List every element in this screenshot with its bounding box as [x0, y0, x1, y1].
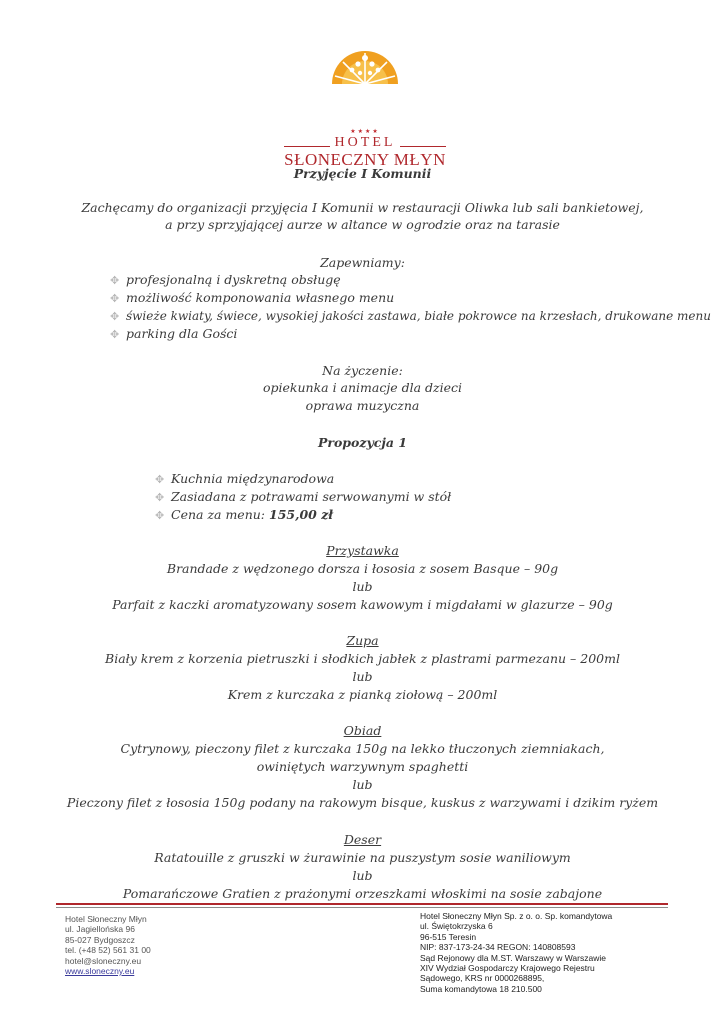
footer-company-line: ul. Świętokrzyska 6: [420, 921, 493, 932]
fleur-bullet-icon: ✥: [155, 491, 165, 504]
starter-heading: Przystawka: [326, 543, 399, 558]
main-or: lub: [352, 777, 373, 792]
hotel-logo: [270, 44, 460, 169]
soup-option-1: Biały krem z korzenia pietruszki i słodkich jabłek z plastrami parmezanu – 200ml: [105, 651, 620, 666]
soup-option-2: Krem z kurczaka z pianką ziołową – 200ml: [227, 687, 498, 702]
footer-street: ul. Jagiellońska 96: [65, 924, 135, 935]
soup-heading: Zupa: [346, 633, 379, 648]
intro-line-2: a przy sprzyjającej aurze w altance w ogrodzie oraz na tarasie: [165, 217, 560, 232]
dessert-heading: Deser: [343, 832, 382, 847]
fleur-bullet-icon: ✥: [110, 292, 120, 305]
footer-company-line: 96-515 Teresin: [420, 931, 477, 942]
provide-item: ✥ profesjonalną i dyskretną obsługę: [110, 272, 341, 287]
starter-option-2: Parfait z kaczki aromatyzowany sosem kawowym i migdałami w glazurze – 90g: [112, 597, 613, 612]
page-title: Przyjęcie I Komunii: [293, 166, 432, 181]
fleur-bullet-icon: ✥: [155, 473, 165, 486]
fleur-bullet-icon: ✥: [110, 274, 120, 287]
main-option-2: Pieczony filet z łososia 150g podany na rakowym bisque, kuskus z warzywami i dzikim ryżem: [66, 795, 659, 810]
footer-company-line: NIP: 837-173-24-34 REGON: 140808593: [420, 942, 576, 953]
proposal-item: ✥ Zasiadana z potrawami serwowanymi w stół: [155, 489, 452, 504]
footer-website-link[interactable]: www.sloneczny.eu: [65, 966, 135, 977]
dessert-option-2: Pomarańczowe Gratien z prażonymi orzeszkami włoskimi na sosie zabajone: [122, 886, 603, 901]
footer-company-line: Hotel Słoneczny Młyn Sp. z o. o. Sp. komandytowa: [420, 911, 613, 921]
footer-company-line: XIV Wydział Gospodarczy Krajowego Rejestru: [420, 963, 595, 974]
fleur-bullet-icon: ✥: [155, 509, 165, 522]
footer-company-line: Suma komandytowa 18 210.500: [420, 983, 542, 994]
sun-mill-logo-icon: [330, 44, 400, 84]
soup-or: lub: [352, 669, 373, 684]
footer-company-line: Sądowego, KRS nr 0000268895,: [420, 973, 545, 984]
dessert-or: lub: [352, 868, 373, 883]
proposal-heading: Propozycja 1: [317, 435, 408, 450]
hotel-stars: ★★★★: [350, 128, 380, 135]
footer-divider-red: [56, 903, 668, 905]
proposal-item: ✥ Kuchnia międzynarodowa: [155, 471, 335, 486]
logo-hotel-text: HOTEL: [334, 135, 396, 150]
provide-item: ✥ parking dla Gości: [110, 326, 238, 341]
main-option-1-line-1: Cytrynowy, pieczony filet z kurczaka 150g na lekko tłuczonych ziemniakach,: [120, 741, 605, 756]
request-item: opiekunka i animacje dla dzieci: [262, 380, 463, 395]
main-heading: Obiad: [343, 723, 382, 738]
proposal-price: ✥ Cena za menu: 155,00 zł: [155, 507, 334, 522]
fleur-bullet-icon: ✥: [110, 310, 120, 323]
request-heading: Na życzenie:: [322, 363, 403, 378]
fleur-bullet-icon: ✥: [110, 328, 120, 341]
footer-phone: tel. (+48 52) 561 31 00: [65, 945, 151, 956]
footer-city: 85-027 Bydgoszcz: [65, 934, 135, 945]
logo-hotel-name: SŁONECZNY MŁYN: [284, 150, 446, 169]
main-option-1-line-2: owiniętych warzywnym spaghetti: [256, 759, 469, 774]
starter-option-1: Brandade z wędzonego dorsza i łososia z sosem Basque – 90g: [166, 561, 559, 576]
footer-email: hotel@sloneczny.eu: [65, 955, 142, 966]
intro-line-1: Zachęcamy do organizacji przyjęcia I Komunii w restauracji Oliwka lub sali bankietowej,: [81, 200, 644, 215]
price-value: 155,00 zł: [269, 507, 334, 522]
request-item: oprawa muzyczna: [305, 398, 420, 413]
provide-heading: Zapewniamy:: [320, 255, 405, 270]
provide-item: ✥ świeże kwiaty, świece, wysokiej jakości zastawa, białe pokrowce na krzesłach, drukowane menu: [110, 309, 711, 323]
footer-divider-gray: [56, 907, 668, 908]
footer-company-info: [420, 911, 612, 994]
footer-hotel-name: Hotel Słoneczny Młyn: [65, 914, 147, 924]
starter-or: lub: [352, 579, 373, 594]
provide-item: ✥ możliwość komponowania własnego menu: [110, 290, 395, 305]
footer-company-line: Sąd Rejonowy dla M.ST. Warszawy w Warszawie: [420, 952, 606, 963]
footer-hotel-contact: [65, 914, 151, 976]
dessert-option-1: Ratatouille z gruszki w żurawinie na puszystym sosie waniliowym: [154, 850, 571, 865]
